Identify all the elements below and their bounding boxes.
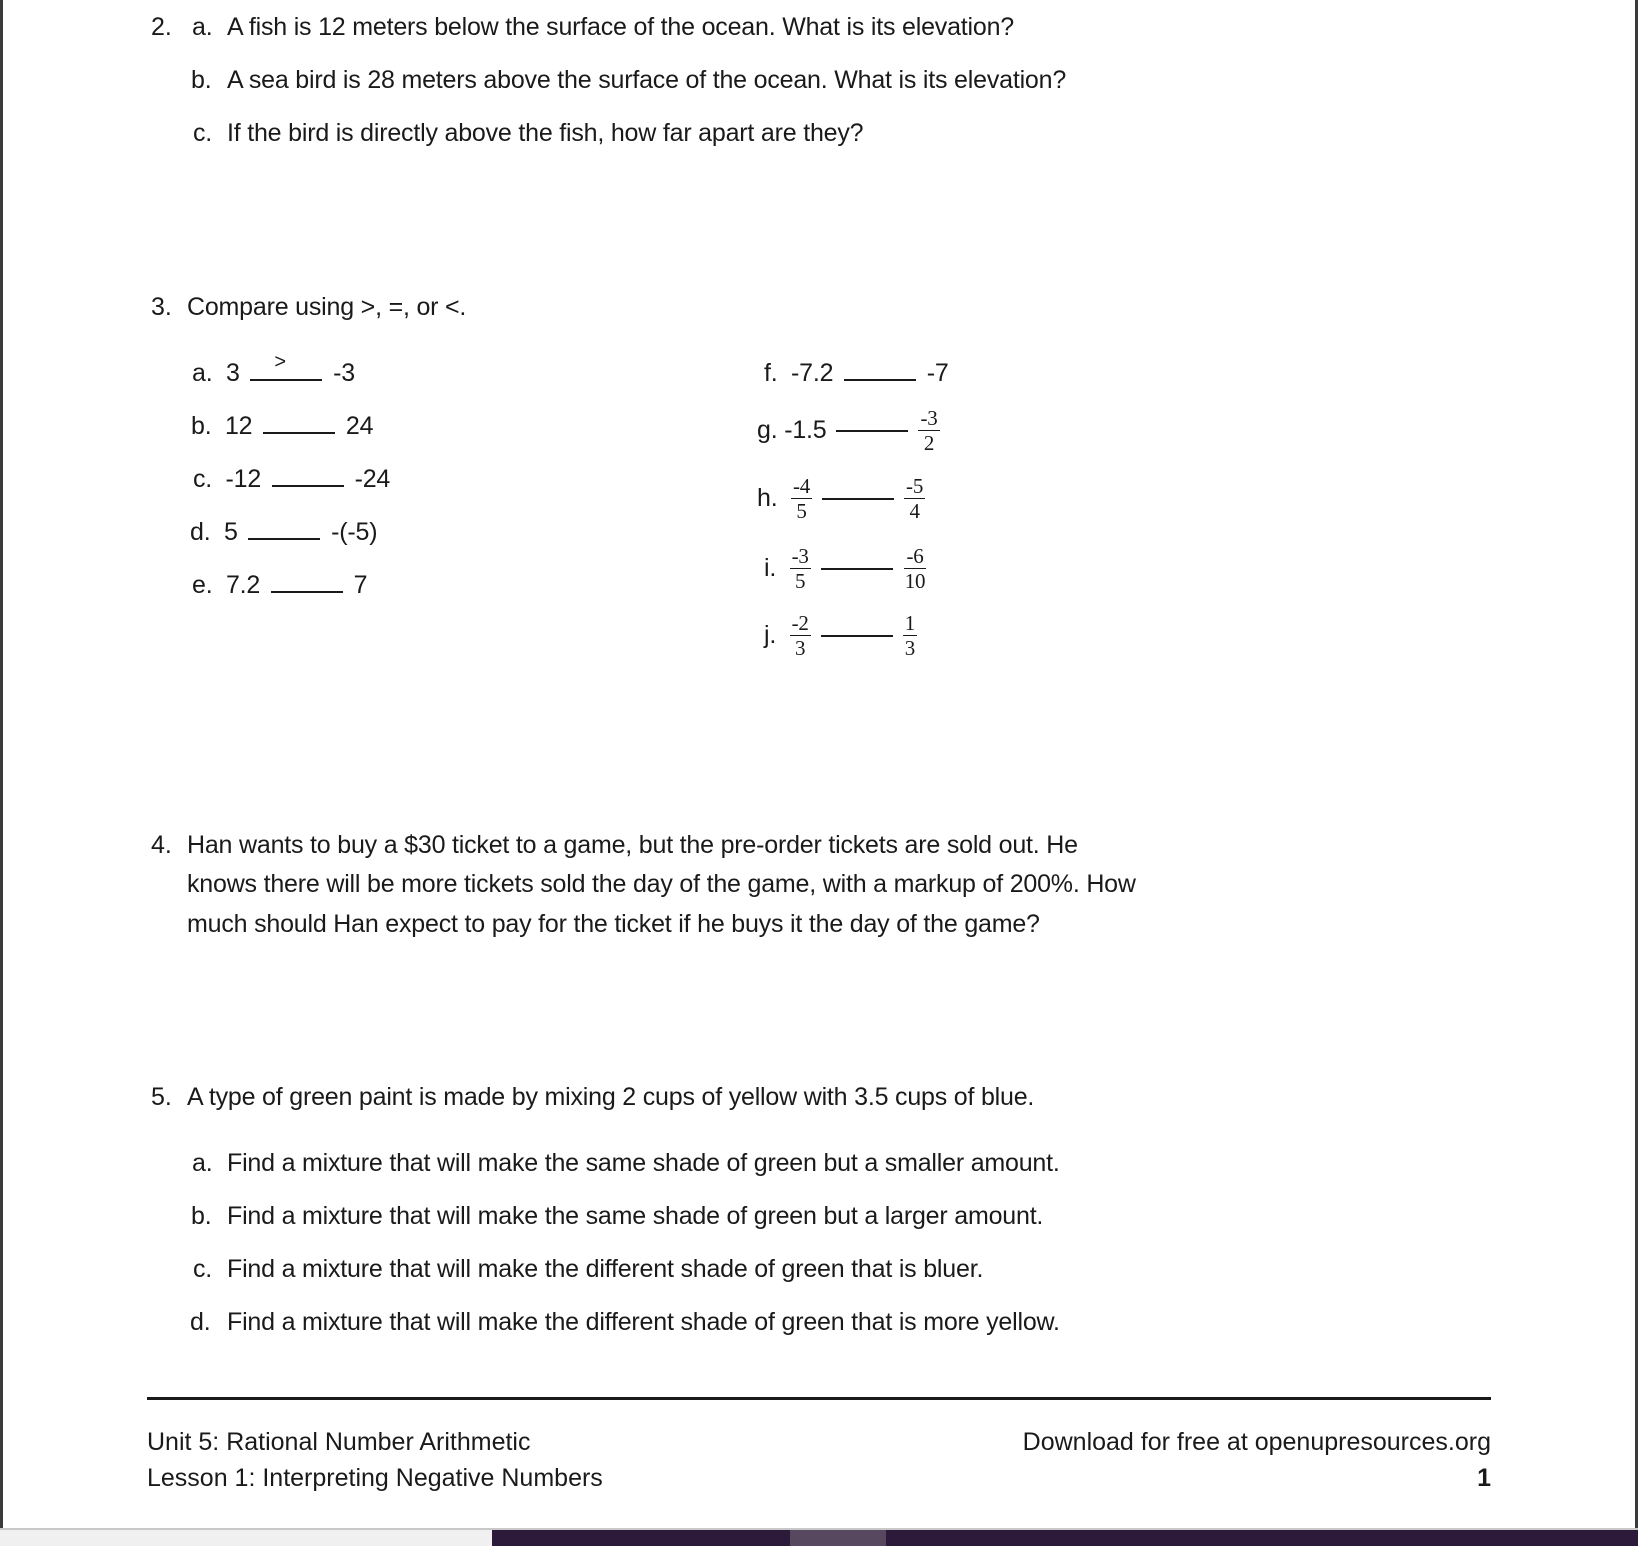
part-label: b. bbox=[191, 1202, 212, 1230]
footer-unit: Unit 5: Rational Number Arithmetic bbox=[147, 1428, 531, 1456]
numerator: -2 bbox=[791, 610, 809, 635]
item-label: g. bbox=[757, 416, 778, 444]
numerator: 1 bbox=[904, 610, 916, 635]
compare-item-d bbox=[190, 517, 377, 547]
part-label: a. bbox=[192, 1149, 213, 1177]
denominator: 5 bbox=[796, 498, 807, 523]
answer-blank[interactable] bbox=[272, 465, 344, 487]
rhs-fraction bbox=[903, 611, 917, 660]
answer-value: > bbox=[274, 351, 286, 373]
denominator: 2 bbox=[923, 430, 935, 455]
page-number: 1 bbox=[1477, 1464, 1491, 1492]
part-label: d. bbox=[190, 1308, 211, 1336]
denominator: 3 bbox=[904, 635, 916, 660]
answer-blank[interactable] bbox=[263, 412, 335, 434]
problem-text-line: much should Han expect to pay for the ticket if he buys it the day of the game? bbox=[187, 910, 1040, 938]
lhs-value: -7.2 bbox=[791, 359, 834, 387]
problem-number: 2. bbox=[151, 13, 172, 41]
item-label: d. bbox=[190, 518, 211, 546]
lhs-fraction bbox=[791, 474, 812, 523]
answer-blank[interactable] bbox=[271, 571, 343, 593]
part-label: a. bbox=[192, 13, 213, 41]
answer-blank[interactable] bbox=[250, 351, 322, 381]
item-label: c. bbox=[193, 465, 213, 493]
problem-number: 3. bbox=[151, 293, 172, 321]
problem-text-line: Han wants to buy a $30 ticket to a game, but the pre-order tickets are sold out. He bbox=[187, 831, 1078, 859]
part-text: A fish is 12 meters below the surface of the ocean. What is its elevation? bbox=[227, 13, 1015, 41]
item-label: i. bbox=[764, 554, 777, 582]
compare-item-g bbox=[757, 404, 940, 456]
footer-download-link[interactable]: Download for free at openupresources.org bbox=[1022, 1428, 1491, 1456]
part-text: Find a mixture that will make the different shade of green that is bluer. bbox=[227, 1255, 984, 1283]
compare-item-b bbox=[191, 411, 373, 441]
problem-number: 5. bbox=[151, 1083, 172, 1111]
part-text: Find a mixture that will make the same shade of green but a larger amount. bbox=[227, 1202, 1044, 1230]
answer-blank[interactable] bbox=[821, 633, 893, 637]
lhs-value: -1.5 bbox=[784, 416, 827, 444]
lhs-fraction bbox=[790, 611, 811, 660]
part-text: If the bird is directly above the fish, how far apart are they? bbox=[227, 119, 864, 147]
compare-item-j bbox=[764, 609, 917, 661]
answer-blank[interactable] bbox=[821, 566, 893, 570]
lhs-value: 3 bbox=[225, 359, 240, 387]
rhs-value: 7 bbox=[353, 571, 368, 599]
compare-item-c bbox=[193, 464, 390, 494]
compare-item-a bbox=[192, 351, 356, 388]
item-label: h. bbox=[757, 484, 778, 512]
answer-blank[interactable] bbox=[822, 496, 894, 500]
lhs-value: 7.2 bbox=[225, 571, 261, 599]
answer-blank[interactable] bbox=[836, 428, 908, 432]
compare-item-e bbox=[192, 570, 367, 600]
part-text: Find a mixture that will make the different shade of green that is more yellow. bbox=[227, 1308, 1060, 1336]
numerator: -3 bbox=[791, 543, 809, 568]
item-label: b. bbox=[191, 412, 212, 440]
rhs-value: -24 bbox=[354, 465, 391, 493]
problem-number: 4. bbox=[151, 831, 172, 859]
numerator: -3 bbox=[920, 405, 938, 430]
answer-blank[interactable] bbox=[844, 359, 916, 381]
denominator: 10 bbox=[904, 568, 926, 593]
lhs-value: 12 bbox=[224, 412, 253, 440]
part-label: b. bbox=[191, 66, 212, 94]
footer-divider bbox=[147, 1397, 1491, 1400]
denominator: 5 bbox=[795, 568, 806, 593]
problem-text-line: knows there will be more tickets sold the day of the game, with a markup of 200%. How bbox=[187, 870, 1136, 898]
item-label: j. bbox=[764, 621, 777, 649]
rhs-value: 24 bbox=[345, 412, 374, 440]
numerator: -5 bbox=[906, 473, 924, 498]
item-label: e. bbox=[192, 571, 213, 599]
rhs-fraction bbox=[903, 544, 928, 593]
lhs-value: 5 bbox=[223, 518, 238, 546]
window-left-edge bbox=[0, 0, 3, 1528]
compare-item-f bbox=[764, 358, 949, 388]
compare-item-i bbox=[764, 542, 927, 594]
taskbar bbox=[0, 1528, 1638, 1546]
part-text: Find a mixture that will make the same shade of green but a smaller amount. bbox=[227, 1149, 1060, 1177]
denominator: 4 bbox=[909, 498, 920, 523]
denominator: 3 bbox=[795, 635, 806, 660]
lhs-fraction bbox=[790, 544, 811, 593]
rhs-value: -7 bbox=[926, 359, 949, 387]
problem-prompt: A type of green paint is made by mixing 2 cups of yellow with 3.5 cups of blue. bbox=[187, 1083, 1035, 1111]
numerator: -6 bbox=[906, 543, 924, 568]
item-label: a. bbox=[192, 359, 213, 387]
part-text: A sea bird is 28 meters above the surface of the ocean. What is its elevation? bbox=[227, 66, 1067, 94]
compare-item-h bbox=[757, 472, 925, 524]
rhs-fraction bbox=[904, 474, 925, 523]
part-label: c. bbox=[193, 1255, 213, 1283]
rhs-value: -3 bbox=[333, 359, 356, 387]
answer-blank[interactable] bbox=[248, 518, 320, 540]
footer-lesson: Lesson 1: Interpreting Negative Numbers bbox=[147, 1464, 603, 1492]
lhs-value: -12 bbox=[225, 465, 262, 493]
rhs-value: -(-5) bbox=[331, 518, 378, 546]
part-label: c. bbox=[193, 119, 213, 147]
problem-prompt: Compare using >, =, or <. bbox=[187, 293, 467, 321]
item-label: f. bbox=[764, 359, 778, 387]
numerator: -4 bbox=[792, 473, 811, 498]
rhs-fraction bbox=[918, 406, 939, 455]
